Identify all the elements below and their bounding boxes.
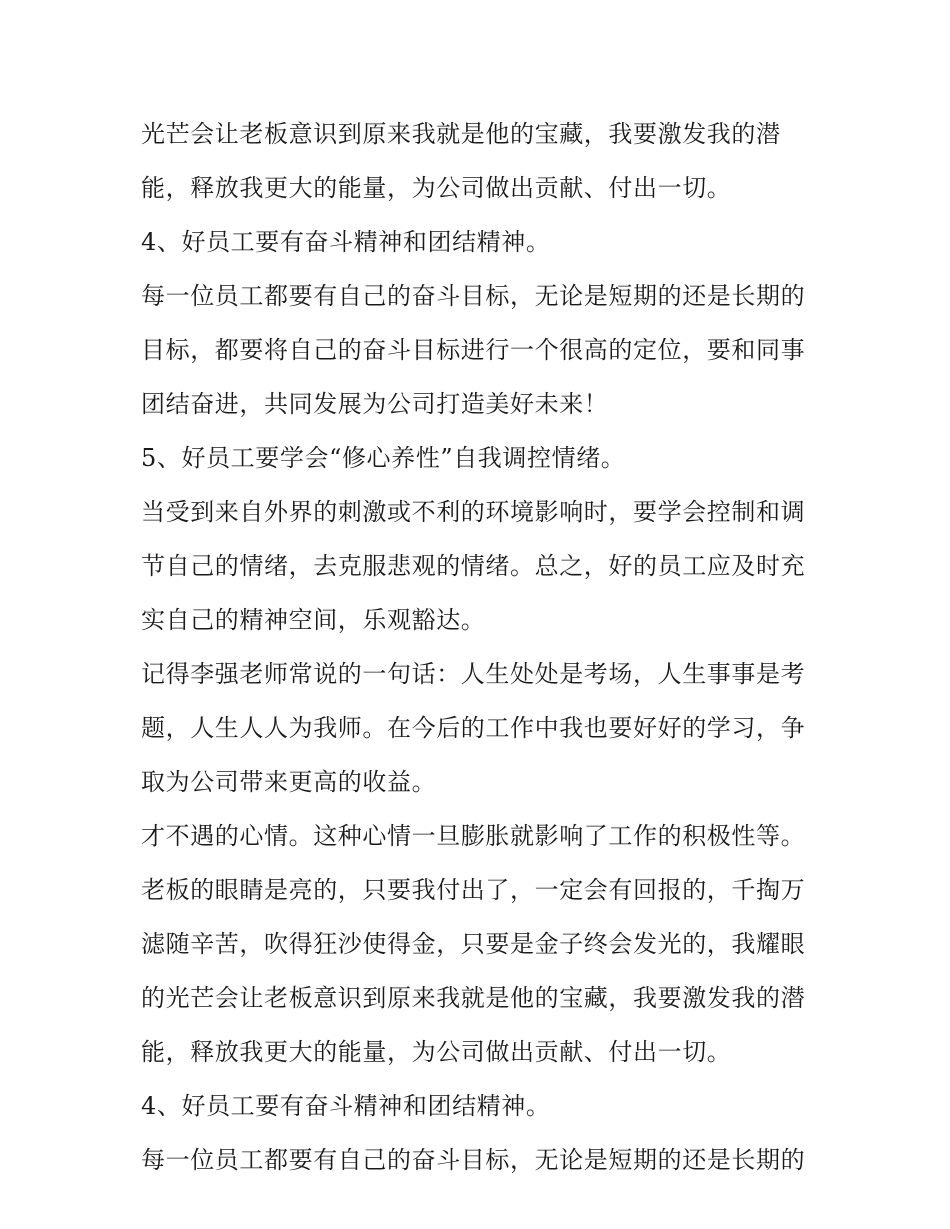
document-body bbox=[141, 107, 821, 1187]
text-line: 取为公司带来更高的收益。 bbox=[141, 768, 437, 796]
text-line: 每一位员工都要有自己的奋斗目标，无论是短期的还是长期的 bbox=[141, 282, 806, 310]
text-line: 实自己的精神空间，乐观豁达。 bbox=[141, 606, 486, 634]
section-heading: 4、好员工要有奋斗精神和团结精神。 bbox=[141, 1092, 551, 1120]
text-line: 目标，都要将自己的奋斗目标进行一个很高的定位，要和同事 bbox=[141, 336, 806, 364]
text-line: 的光芒会让老板意识到原来我就是他的宝藏，我要激发我的潜 bbox=[141, 984, 806, 1012]
text-line: 每一位员工都要有自己的奋斗目标，无论是短期的还是长期的 bbox=[141, 1146, 806, 1174]
text-line: 老板的眼睛是亮的，只要我付出了，一定会有回报的，千掏万 bbox=[141, 876, 806, 904]
text-line: 节自己的情绪，去克服悲观的情绪。总之，好的员工应及时充 bbox=[141, 552, 806, 580]
text-line: 光芒会让老板意识到原来我就是他的宝藏，我要激发我的潜 bbox=[141, 120, 781, 148]
text-line: 题，人生人人为我师。在今后的工作中我也要好好的学习，争 bbox=[141, 714, 806, 742]
text-line: 当受到来自外界的刺激或不利的环境影响时，要学会控制和调 bbox=[141, 498, 806, 526]
section-heading: 5、好员工要学会“修心养性”自我调控情绪。 bbox=[141, 444, 626, 472]
text-line: 记得李强老师常说的一句话：人生处处是考场，人生事事是考 bbox=[141, 660, 806, 688]
text-line: 能，释放我更大的能量，为公司做出贡献、付出一切。 bbox=[141, 1038, 732, 1066]
section-heading: 4、好员工要有奋斗精神和团结精神。 bbox=[141, 228, 551, 256]
text-line: 才不遇的心情。这种心情一旦膨胀就影响了工作的积极性等。 bbox=[141, 822, 806, 850]
text-line: 滤随辛苦，吹得狂沙使得金，只要是金子终会发光的，我耀眼 bbox=[141, 930, 806, 958]
text-line: 能，释放我更大的能量，为公司做出贡献、付出一切。 bbox=[141, 174, 732, 202]
text-line: 团结奋进，共同发展为公司打造美好未来！ bbox=[141, 390, 609, 418]
